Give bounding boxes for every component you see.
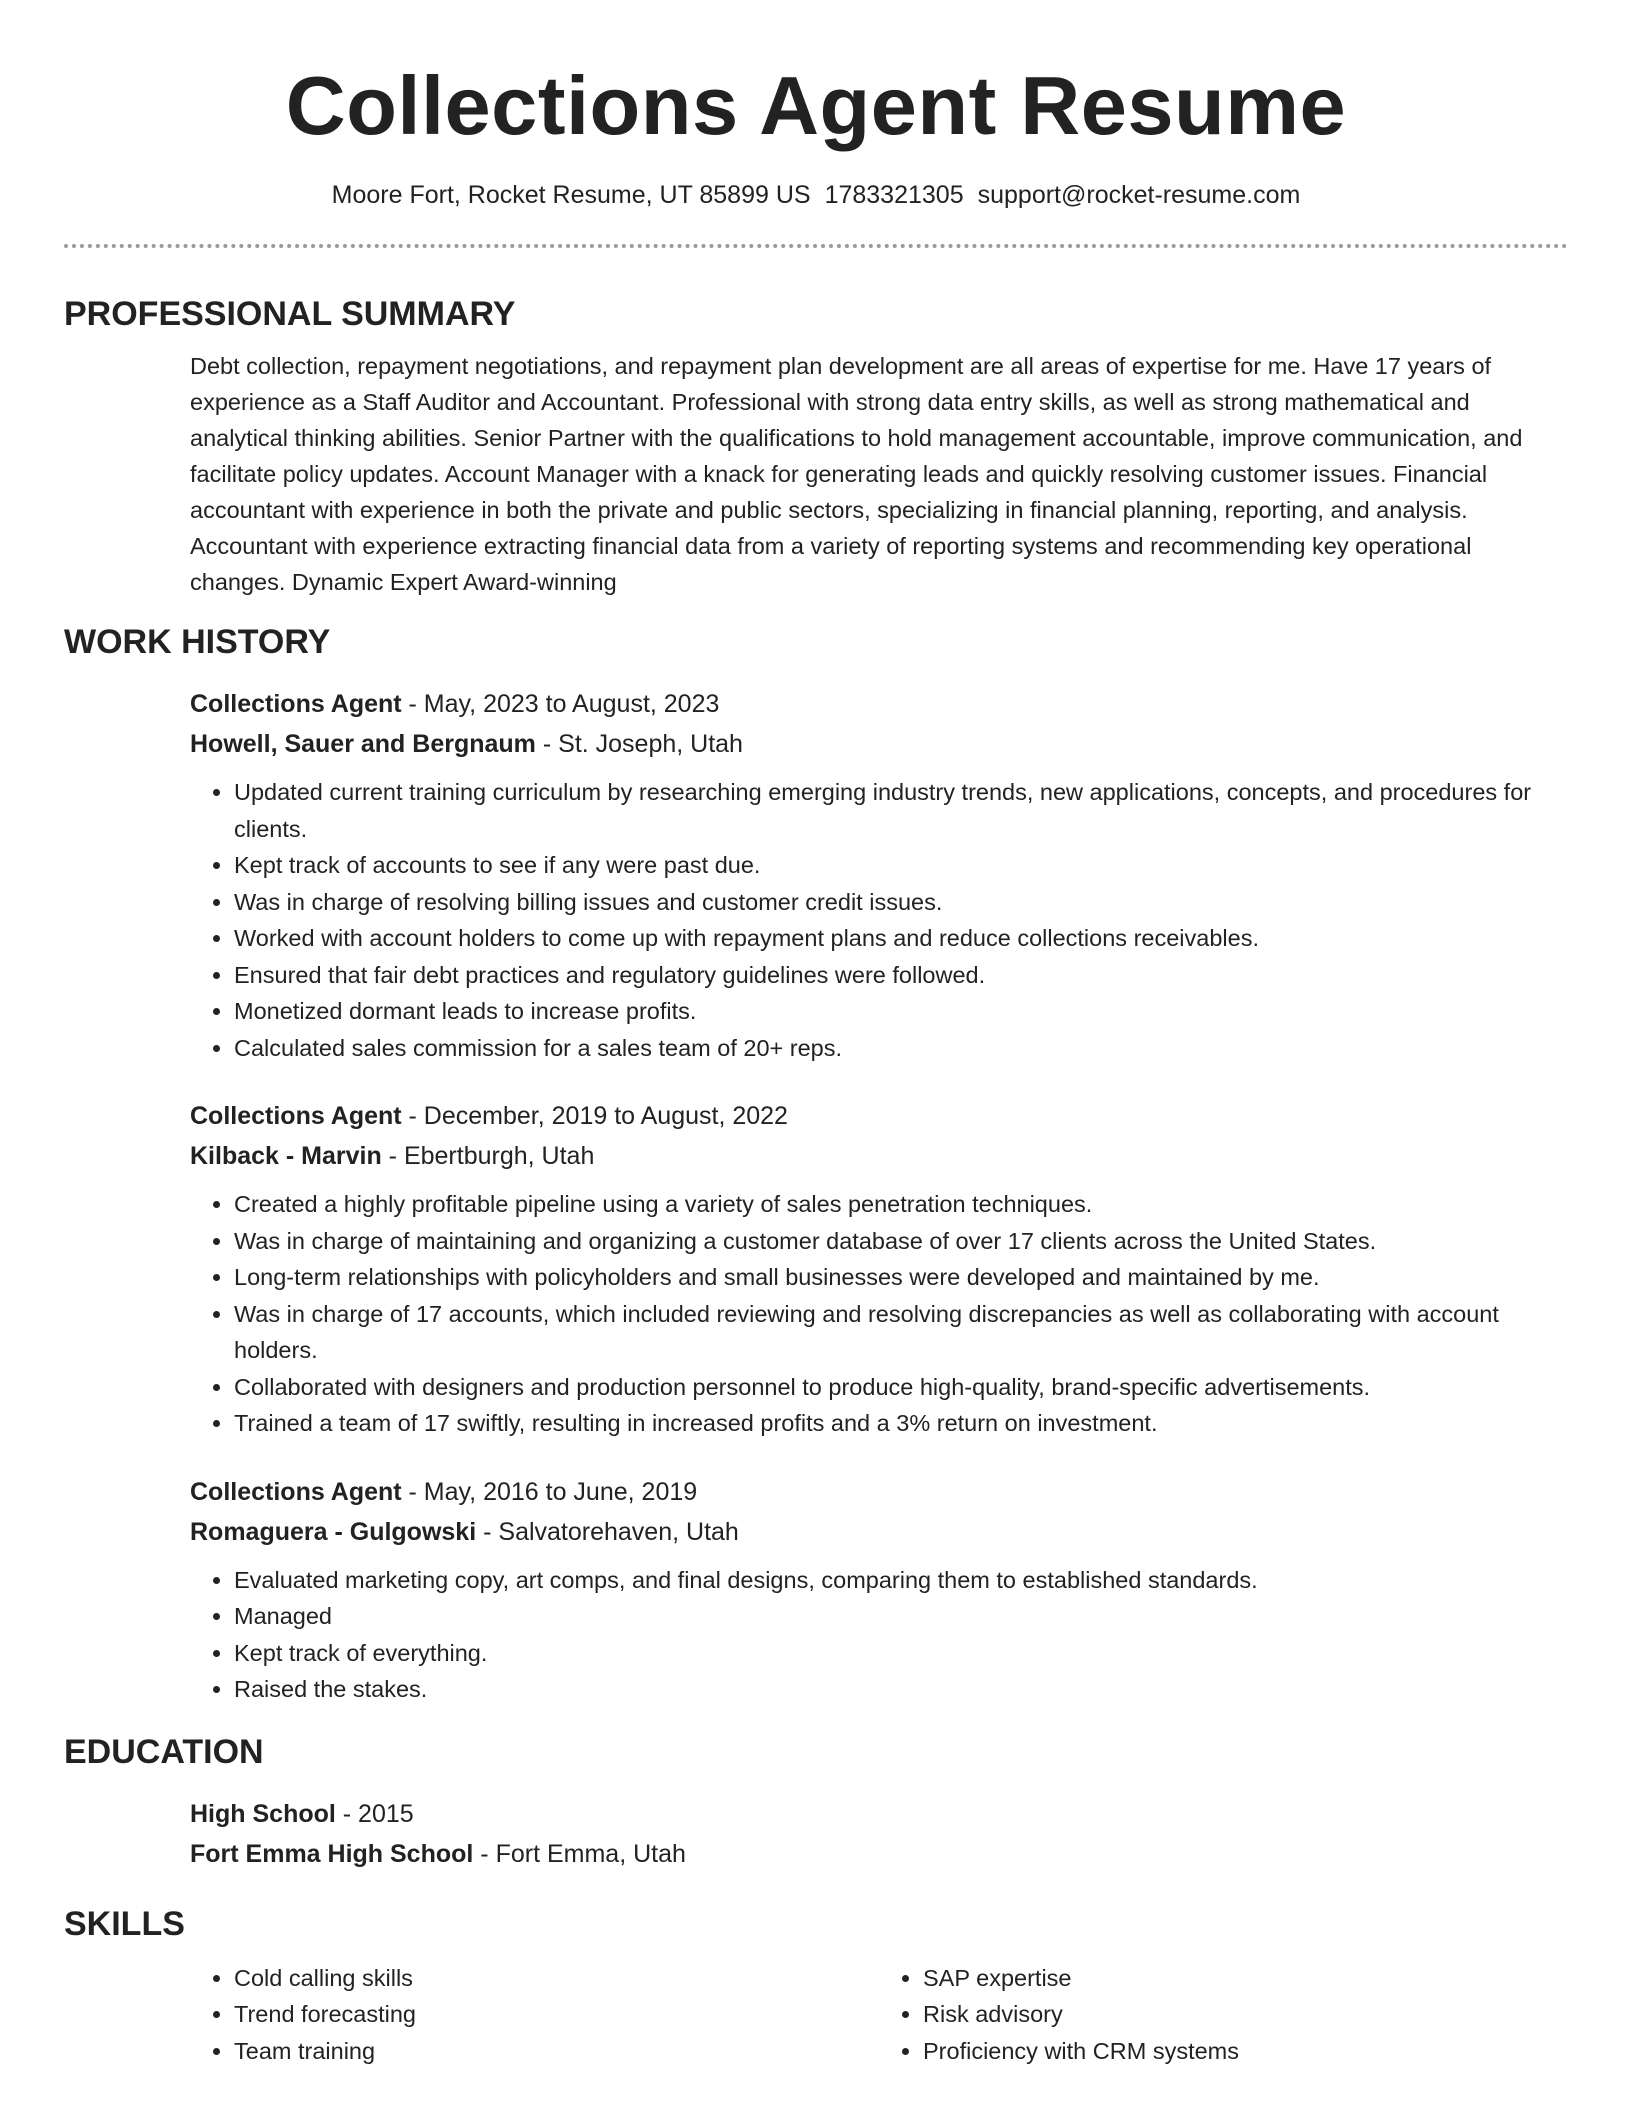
summary-text: Debt collection, repayment negotiations, and repayment plan development are all areas of expertise for me. Have 17 years of experience as a Staff Auditor and Accountant. Professional with strong data entry skills, as well as strong mathematical and analytical thinking abilities. Senior Partner with the qualifications to hold management accountable, improve communication, and facilitate policy updates. Account Manager with a knack for generating leads and quickly resolving customer issues. Financial accountant with experience in both the private and public sectors, specializing in financial planning, reporting, and analysis. Accountant with experience extracting financial data from a variety of reporting systems and recommending key operational changes. Dynamic Expert Award-winning — [190, 353, 1523, 595]
summary-heading: PROFESSIONAL SUMMARY — [64, 295, 516, 333]
job-bullet: • Ensured that fair debt practices and regulatory guidelines were followed. — [234, 957, 1568, 994]
job-bullet: • Created a highly profitable pipeline using a variety of sales penetration techniques. — [234, 1186, 1568, 1223]
skill-item: • Cold calling skills — [234, 1960, 879, 1997]
job-dates: - December, 2019 to August, 2022 — [401, 1102, 788, 1130]
education-degree-line — [190, 1794, 1568, 1834]
job-dates: - May, 2016 to June, 2019 — [401, 1477, 698, 1506]
contact-address: Moore Fort, Rocket Resume, UT 85899 US — [331, 181, 811, 209]
job-company: Howell, Sauer and Bergnaum — [190, 730, 536, 758]
job-location: - St. Joseph, Utah — [535, 730, 743, 758]
job-bullets — [190, 1186, 1568, 1442]
job-company: Kilback - Marvin — [190, 1142, 382, 1170]
job-bullet: • Collaborated with designers and production personnel to produce high-quality, brand-specific advertisements. — [234, 1369, 1568, 1406]
skill-item: • Proficiency with CRM systems — [923, 2033, 1568, 2070]
job-bullet: • Raised the stakes. — [234, 1671, 1568, 1708]
job-dates: - May, 2023 to August, 2023 — [401, 690, 720, 718]
job-bullet: • Was in charge of resolving billing issues and customer credit issues. — [234, 884, 1568, 921]
education-year: - 2015 — [335, 1799, 414, 1828]
job-bullet: • Worked with account holders to come up with repayment plans and reduce collections receivables. — [234, 920, 1568, 957]
skill-item: • Team training — [234, 2033, 879, 2070]
job-bullet: • Kept track of everything. — [234, 1635, 1568, 1672]
job-bullets — [190, 774, 1568, 1066]
skill-item: • Trend forecasting — [234, 1996, 879, 2033]
job-company-line — [190, 1136, 1568, 1176]
education-degree: High School — [190, 1799, 336, 1828]
education-location: - Fort Emma, Utah — [473, 1839, 686, 1868]
work-history-heading: WORK HISTORY — [64, 623, 331, 661]
job-title: Collections Agent — [190, 1477, 402, 1506]
job-bullet: • Calculated sales commission for a sales team of 20+ reps. — [234, 1030, 1568, 1067]
job-bullet: • Evaluated marketing copy, art comps, and final designs, comparing them to established standards. — [234, 1562, 1568, 1599]
header-divider — [64, 244, 1568, 248]
skills-column-left — [190, 1960, 879, 2070]
job-bullet: • Was in charge of 17 accounts, which included reviewing and resolving discrepancies as well as collaborating with account holders. — [234, 1296, 1568, 1369]
skills-heading: SKILLS — [64, 1904, 185, 1943]
job-location: - Ebertburgh, Utah — [381, 1142, 595, 1170]
job-bullet: • Kept track of accounts to see if any were past due. — [234, 847, 1568, 884]
contact-line — [64, 180, 1568, 210]
job-bullet: • Updated current training curriculum by researching emerging industry trends, new applications, concepts, and procedures for clients. — [234, 774, 1568, 847]
skill-item: • Risk advisory — [923, 1996, 1568, 2033]
education-school: Fort Emma High School — [190, 1839, 474, 1868]
job-title-line — [190, 1472, 1568, 1512]
contact-phone: 1783321305 — [824, 181, 964, 209]
job-company-line — [190, 724, 1568, 764]
job-bullet: • Monetized dormant leads to increase profits. — [234, 993, 1568, 1030]
job-entry — [190, 1096, 1568, 1442]
resume-page — [64, 0, 1568, 2069]
resume-title: Collections Agent Resume — [285, 59, 1347, 152]
job-title-line — [190, 684, 1568, 724]
job-company: Romaguera - Gulgowski — [190, 1517, 477, 1546]
education-school-line — [190, 1834, 1568, 1874]
skills-list — [190, 1960, 1568, 2070]
job-company-line — [190, 1512, 1568, 1552]
job-bullet: • Trained a team of 17 swiftly, resulting in increased profits and a 3% return on investment. — [234, 1405, 1568, 1442]
job-title-line — [190, 1096, 1568, 1136]
skills-column-right — [879, 1960, 1568, 2070]
job-title: Collections Agent — [190, 690, 402, 718]
skill-item: • SAP expertise — [923, 1960, 1568, 1997]
job-bullet: • Long-term relationships with policyholders and small businesses were developed and maintained by me. — [234, 1259, 1568, 1296]
job-location: - Salvatorehaven, Utah — [476, 1517, 739, 1546]
job-bullet: • Was in charge of maintaining and organizing a customer database of over 17 clients across the United States. — [234, 1223, 1568, 1260]
job-entry — [190, 1472, 1568, 1708]
job-bullets — [190, 1562, 1568, 1708]
job-entry — [190, 684, 1568, 1066]
education-entry — [190, 1794, 1568, 1874]
job-title: Collections Agent — [190, 1102, 402, 1130]
education-heading: EDUCATION — [64, 1732, 264, 1771]
job-bullet: • Managed — [234, 1598, 1568, 1635]
contact-email[interactable]: support@rocket-resume.com — [977, 181, 1301, 209]
